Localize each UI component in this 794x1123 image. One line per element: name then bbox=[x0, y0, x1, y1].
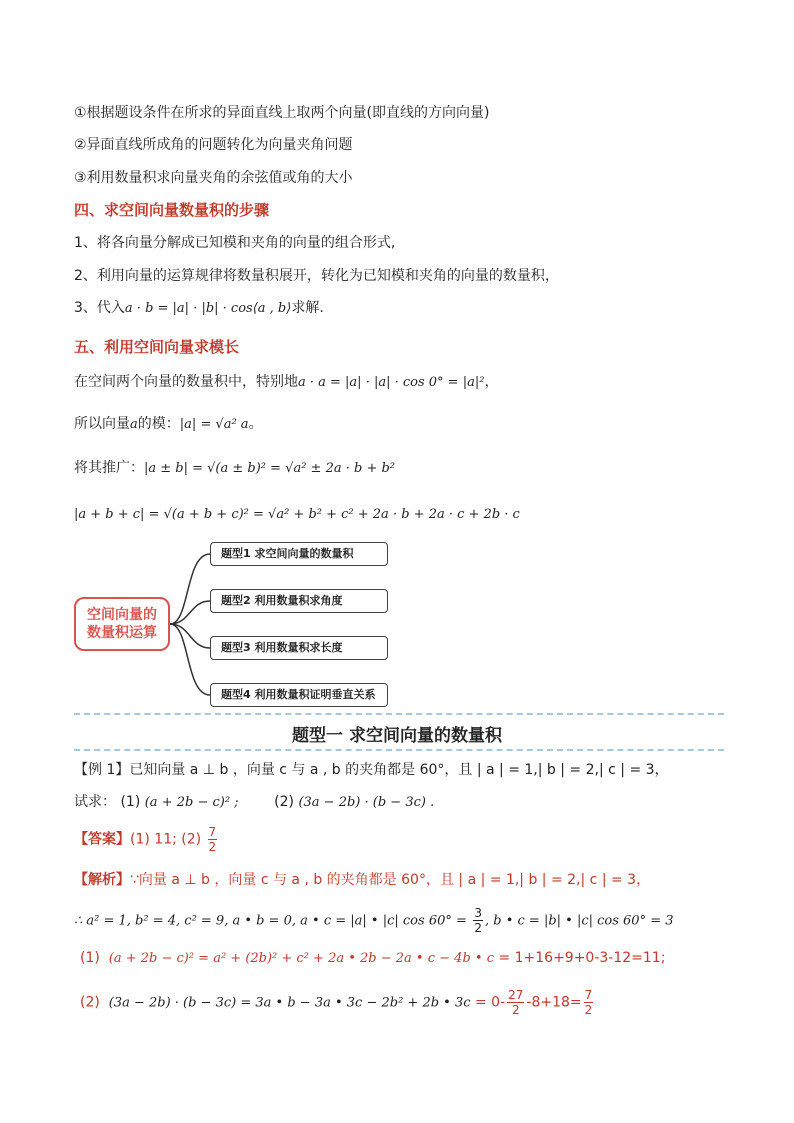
section5-line4-formula: |a + b + c| = √(a + b + c)² = √a² + b² + c² + 2a · b + 2a · c + 2b · c bbox=[74, 507, 520, 522]
answer-label: 【答案】 bbox=[74, 831, 130, 848]
example-ask2-label: (2) bbox=[274, 794, 294, 810]
analysis-line2-fd: 2 bbox=[474, 921, 482, 935]
analysis-line4-result-b: -8+18= bbox=[526, 994, 582, 1011]
section5-line2 bbox=[74, 414, 263, 435]
answer-frac-num: 7 bbox=[208, 825, 217, 839]
section5-line2-var: a bbox=[130, 417, 138, 432]
section5-line1-suffix: ， bbox=[484, 374, 499, 390]
section5-title: 五、利用空间向量求模长 bbox=[74, 338, 240, 356]
analysis-line4-fd2: 2 bbox=[584, 1003, 593, 1017]
section4-item3-formula: a · b = |a| · |b| · cos⟨a , b⟩ bbox=[124, 301, 292, 316]
mindmap-center-line1: 空间向量的 bbox=[87, 607, 157, 623]
analysis-line2 bbox=[74, 906, 674, 935]
section4-item3-suffix: 求解. bbox=[291, 300, 324, 316]
analysis-line2-b: , b • c = |b| • |c| cos 60° = 3 bbox=[484, 913, 674, 929]
mindmap-branch-4: 题型4 利用数量积证明垂直关系 bbox=[210, 683, 388, 707]
mindmap-branch-3: 题型3 利用数量积求长度 bbox=[210, 636, 388, 660]
mindmap-branch-1: 题型1 求空间向量的数量积 bbox=[210, 542, 388, 566]
divider-top bbox=[74, 713, 724, 715]
example-stem-text: 已知向量 a ⊥ b ，向量 c 与 a , b 的夹角都是 60°，且 | a | = 1,| b | = 2,| c | = 3， bbox=[129, 762, 669, 778]
answer-text: (1) 11; (2) bbox=[130, 831, 202, 848]
answer-fraction bbox=[208, 825, 218, 854]
analysis-line4-fn2: 7 bbox=[584, 988, 593, 1002]
mindmap-center-line2: 数量积运算 bbox=[87, 625, 157, 641]
analysis-line4-formula: (3a − 2b) · (b − 3c) = 3a • b − 3a • 3c − 2b² + 2b • 3c bbox=[108, 995, 471, 1011]
analysis-line4-fd1: 2 bbox=[511, 1003, 520, 1017]
analysis-line2-fn: 3 bbox=[474, 906, 482, 920]
analysis-line4-fn1: 27 bbox=[508, 988, 524, 1002]
example-label: 【例 1】 bbox=[74, 762, 130, 778]
analysis-line4-fraction1 bbox=[507, 988, 524, 1017]
analysis-line2-fraction bbox=[473, 906, 483, 935]
analysis-line3-formula: (a + 2b − c)² = a² + (2b)² + c² + 2a • 2b − 2a • c − 4b • c bbox=[108, 951, 494, 966]
section5-line3-prefix: 将其推广： bbox=[74, 460, 144, 476]
divider-bottom bbox=[74, 749, 724, 751]
example-answer bbox=[74, 825, 219, 854]
section5-line1 bbox=[74, 372, 498, 393]
analysis-line4-label: (2) bbox=[80, 994, 100, 1011]
analysis-line3 bbox=[80, 948, 665, 969]
section4-item3 bbox=[74, 298, 324, 319]
section5-line2-mid: 的模： bbox=[137, 416, 180, 432]
analysis-line1 bbox=[74, 870, 650, 890]
analysis-line1-text: ∵向量 a ⊥ b ，向量 c 与 a , b 的夹角都是 60°，且 | a | = 1,| b | = 2,| c | = 3， bbox=[130, 872, 651, 888]
analysis-line4-result-a: = 0- bbox=[470, 994, 506, 1011]
section5-line1-prefix: 在空间两个向量的数量积中，特别地 bbox=[74, 374, 298, 390]
section5-line2-formula: |a| = √a² a bbox=[179, 417, 249, 432]
analysis-line2-a: ∴ a² = 1, b² = 4, c² = 9, a • b = 0, a • c = |a| • |c| cos 60° = bbox=[74, 913, 467, 929]
section5-line3-formula: |a ± b| = √(a ± b)² = √a² ± 2a · b + b² bbox=[144, 461, 396, 476]
section5-line3 bbox=[74, 458, 395, 479]
analysis-label: 【解析】 bbox=[74, 872, 130, 888]
section5-line1-formula: a · a = |a| · |a| · cos 0° = |a|² bbox=[298, 375, 485, 390]
analysis-line3-label: (1) bbox=[80, 950, 100, 966]
intro-step-1: ①根据题设条件在所求的异面直线上取两个向量(即直线的方向向量) bbox=[74, 105, 490, 121]
section5-line2-prefix: 所以向量 bbox=[74, 416, 130, 432]
example-stem bbox=[74, 760, 669, 780]
intro-step-3: ③利用数量积求向量夹角的余弦值或角的大小 bbox=[74, 170, 353, 186]
example-ask-prefix: 试求： (1) bbox=[74, 794, 141, 810]
answer-frac-den: 2 bbox=[208, 840, 217, 854]
topic-title: 题型一 求空间向量的数量积 bbox=[292, 726, 502, 746]
analysis-line4-fraction2 bbox=[584, 988, 594, 1017]
example-ask bbox=[74, 792, 434, 813]
example-ask2: (3a − 2b) · (b − 3c) . bbox=[298, 795, 435, 810]
analysis-line4 bbox=[80, 988, 595, 1017]
example-ask1: (a + 2b − c)² ; bbox=[144, 795, 239, 810]
section4-title: 四、求空间向量数量积的步骤 bbox=[74, 201, 270, 219]
section4-item1: 1、将各向量分解成已知模和夹角的向量的组合形式, bbox=[74, 235, 396, 251]
section4-item2: 2、利用向量的运算规律将数量积展开，转化为已知模和夹角的向量的数量积， bbox=[74, 268, 559, 284]
analysis-line3-result: = 1+16+9+0-3-12=11; bbox=[493, 950, 666, 966]
mindmap-center bbox=[74, 597, 170, 651]
section5-line2-suffix: 。 bbox=[248, 416, 263, 432]
section4-item3-prefix: 3、代入 bbox=[74, 300, 125, 316]
mindmap-branch-2: 题型2 利用数量积求角度 bbox=[210, 589, 388, 613]
intro-step-2: ②异面直线所成角的问题转化为向量夹角问题 bbox=[74, 137, 353, 153]
